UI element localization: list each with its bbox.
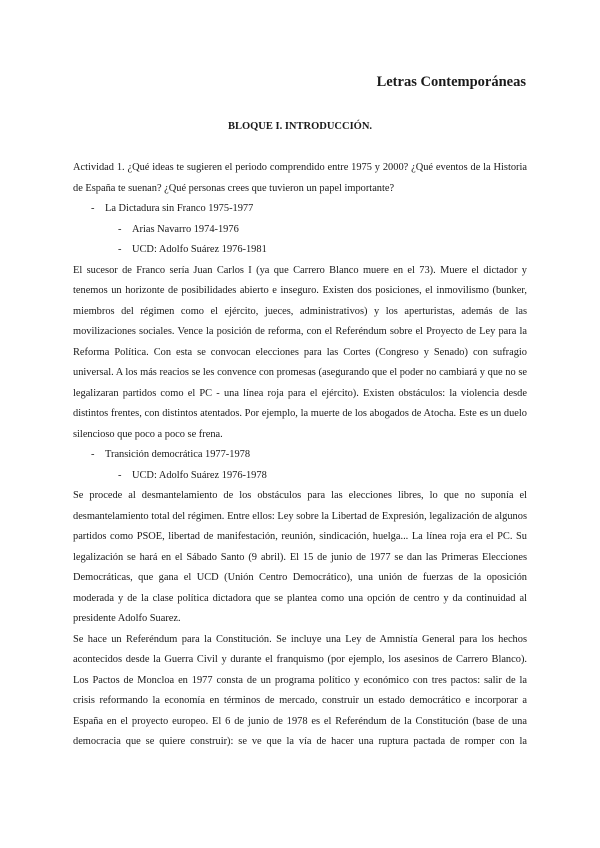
list-subitem bbox=[73, 466, 527, 487]
bullet-dash: - bbox=[118, 244, 122, 255]
section-title: BLOQUE I. INTRODUCCIÓN. bbox=[227, 121, 373, 132]
list-item-text: Transición democrática 1977-1978 bbox=[105, 449, 251, 460]
paragraph-3: Se hace un Referéndum para la Constitución. Se incluye una Ley de Amnistía General para los hechos acontecidos desde la Guerra Civil y durante el franquismo (por ejemplo, los asesinos de Carrero Blanco). Los Pactos de Moncloa en 1977 consta de un programa político y económico con tres pactos: salir de la crisis reformando la economía en términos de mercado, construir un estado democrático e incorporar a España en el proyecto europeo. El 6 de junio de 1978 es el Referéndum de la Constitución (base de una democracia que se quiere construir): se ve que la vía de hacer una ruptura pactada de romper con la bbox=[73, 633, 527, 747]
list-item-text: La Dictadura sin Franco 1975-1977 bbox=[105, 203, 254, 214]
list-item bbox=[73, 445, 527, 466]
bullet-dash: - bbox=[91, 203, 95, 214]
bullet-dash: - bbox=[118, 223, 122, 235]
paragraph-2: Se procede al desmantelamiento de los obstáculos para las elecciones libres, lo que no suponía el desmantelamiento total del régimen. Entre ellos: Ley sobre la Libertad de Expresión, legalización de algunos partidos como PSOE, libertad de manifestación, reunión, sindicación, huelga... La línea roja era el PC. Su legalización se hará en el Sábado Santo (9 abril). El 15 de junio de 1977 se dan las Primeras Elecciones Democráticas, que gana el UCD (Unión Centro Democrático), una unión de fuerzas de la oposición moderada y de la clase política dictadora que se plantea como una opción de centro y da continuidad al presidente Adolfo Suarez. bbox=[73, 490, 527, 624]
bullet-dash: - bbox=[118, 469, 122, 481]
list-subitem bbox=[73, 220, 527, 241]
bullet-dash: - bbox=[91, 449, 95, 460]
list-subitem-text: UCD: Adolfo Suárez 1976-1981 bbox=[132, 244, 267, 255]
list-subitem bbox=[73, 240, 527, 261]
header-title: Letras Contemporáneas bbox=[376, 74, 526, 90]
paragraph-1: El sucesor de Franco sería Juan Carlos I (ya que Carrero Blanco muere en el 73). Muere el dictador y tenemos un horizonte de posibilidades abierto e inseguro. Existen dos posiciones, el inmovilismo (bunker, miembros del régimen como el ejército, jueces, administrativos) y los aperturistas, además de las movilizaciones sociales. Vence la posición de reforma, con el Referéndum sobre el Proyecto de Ley para la Reforma Política. Con esta se convocan elecciones para las Cortes (Congreso y Senado) con sufragio universal. A los más reacios se les convence con promesas (asegurando que el poder no cambiará y que no se legalizaran partidos como el PC - una línea roja para el ejército). Existen obstáculos: la violencia desde distintos frentes, con distintos atentados. Por ejemplo, la muerte de los abogados de Atocha. Este es un duelo silencioso que poco a poco se frena. bbox=[73, 264, 527, 440]
document-body bbox=[73, 158, 527, 753]
list-subitem-text: UCD: Adolfo Suárez 1976-1978 bbox=[132, 469, 267, 481]
list-item bbox=[73, 199, 527, 220]
list-subitem-text: Arias Navarro 1974-1976 bbox=[132, 223, 239, 235]
activity-paragraph: Actividad 1. ¿Qué ideas te sugieren el periodo comprendido entre 1975 y 2000? ¿Qué eventos de la Historia de España te suenan? ¿Qué personas crees que tuvieron un papel importante? bbox=[73, 162, 527, 194]
